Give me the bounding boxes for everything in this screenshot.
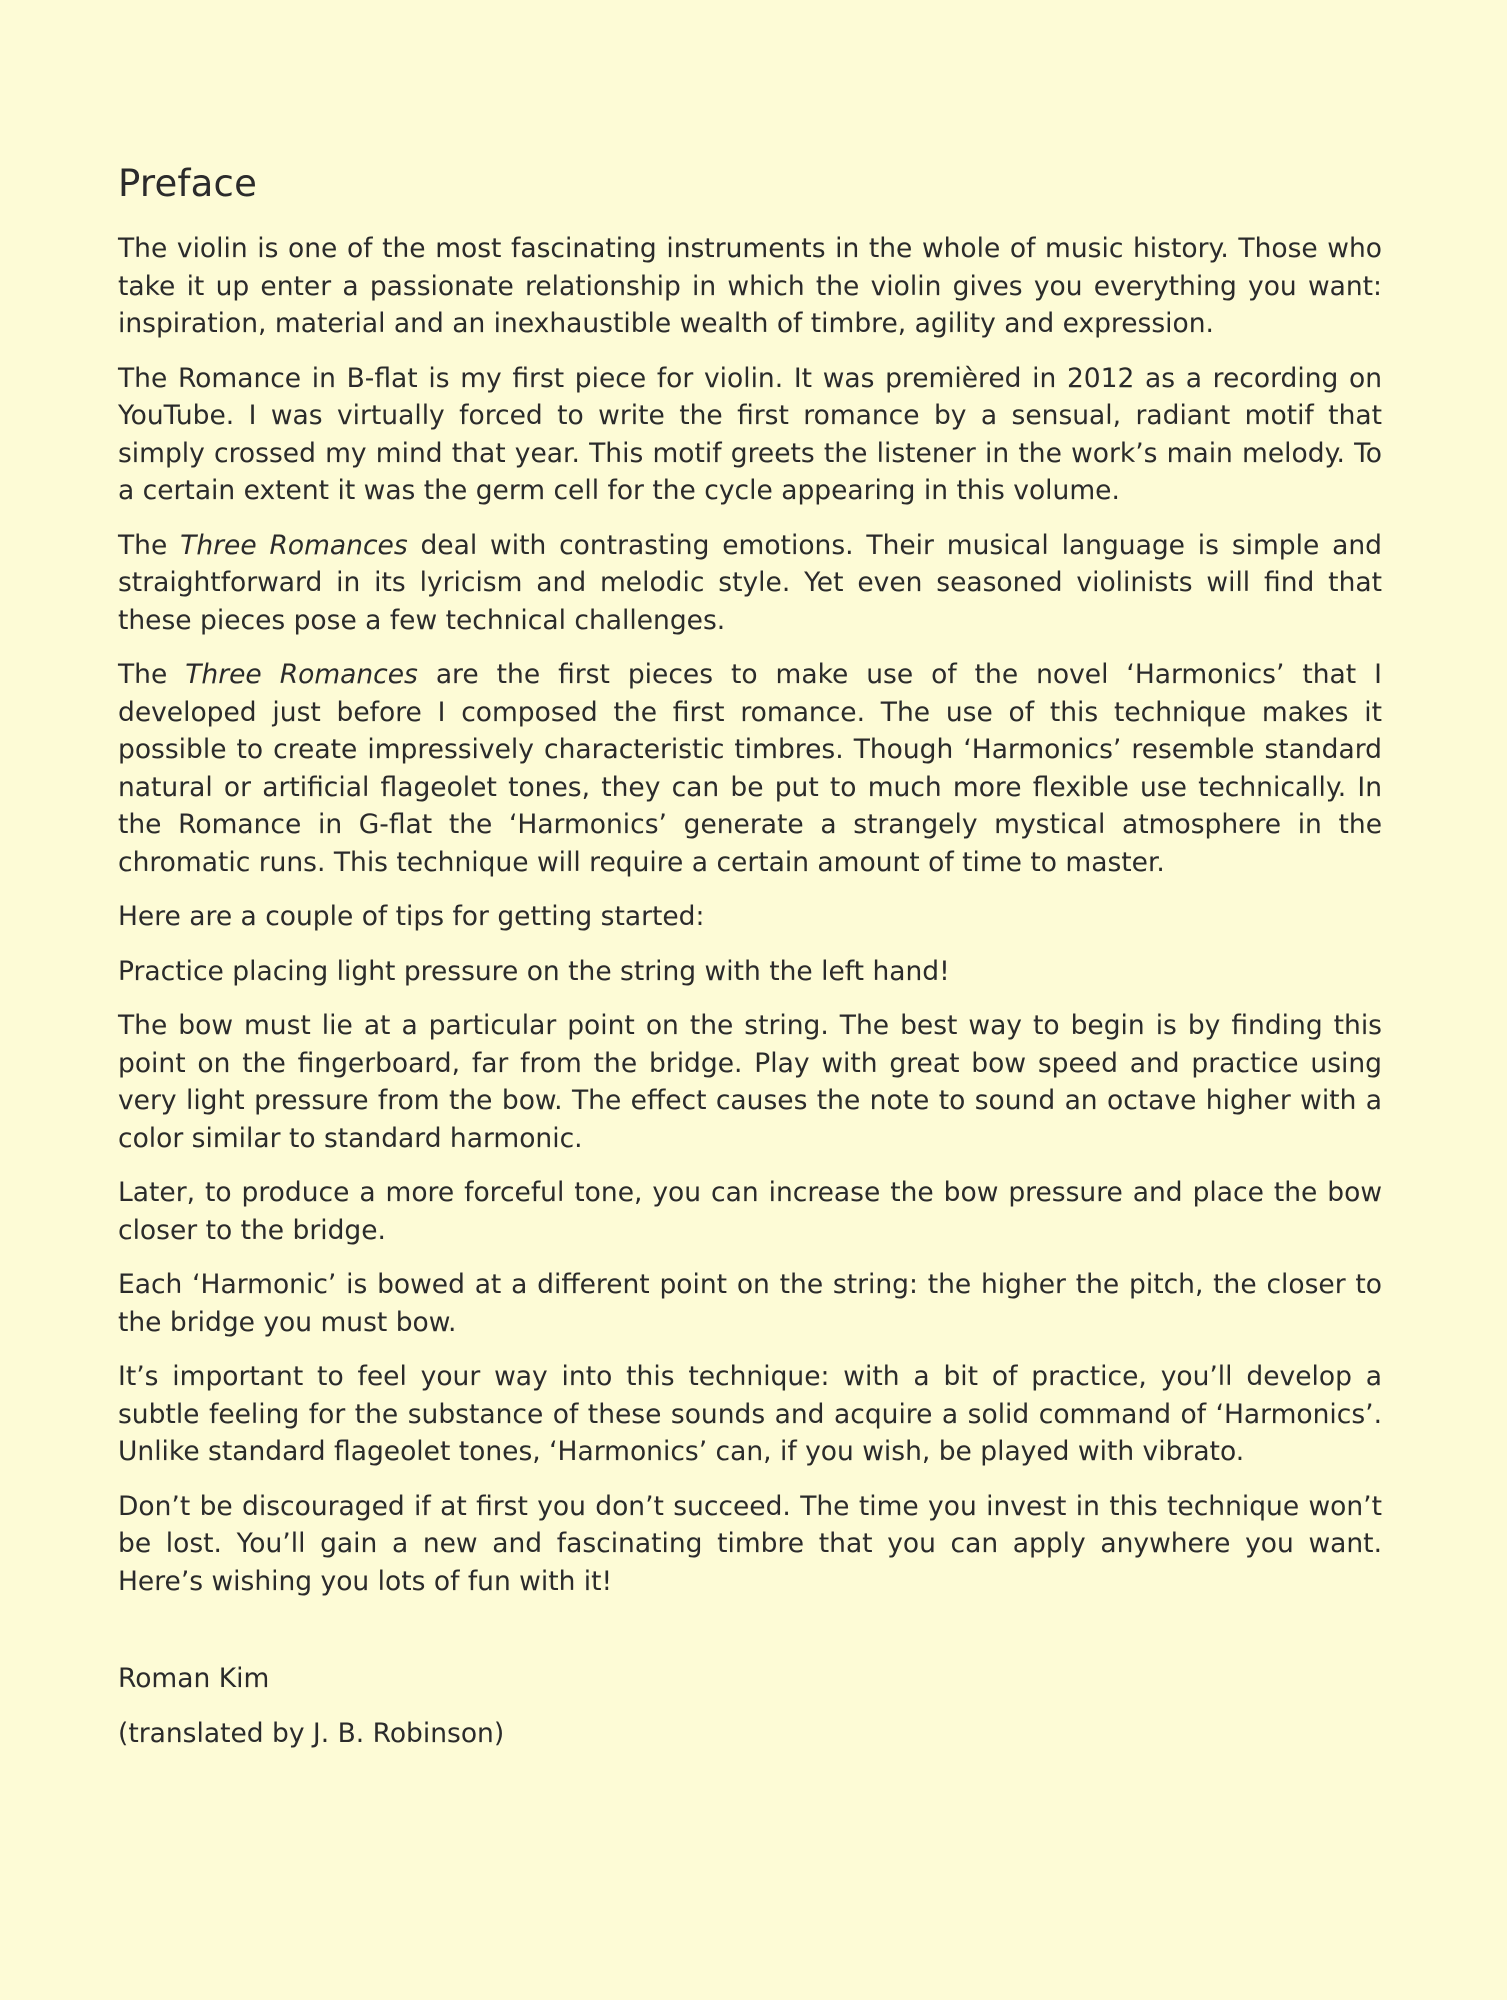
paragraph-harmonics-technique — [118, 656, 1382, 881]
author-name: Roman Kim — [118, 1663, 270, 1694]
paragraph-tip-left-hand: Practice placing light pressure on the string with the left hand! — [118, 955, 950, 987]
paragraph-romance-b-flat: The Romance in B-flat is my first piece for violin. It was premièred in 2012 as a recording on YouTube. I was virtually forced to write the first romance by a sensual, radiant motif that simply crossed my mind that year. This motif greets the listener in the work’s main melody. To a certain extent it was the germ cell for the cycle appearing in this volume. — [118, 362, 1382, 506]
signature-block — [118, 1660, 1382, 1752]
text-fragment: deal with contrasting emotions. Their musical language is simple and straightforward in its lyricism and melodic style. Yet even seasoned violinists will find that these pieces pose a few technical challenges. — [118, 529, 1382, 636]
document-page — [118, 160, 1382, 1769]
paragraph-intro: The violin is one of the most fascinating instruments in the whole of music history. Those who take it up enter a passionate relationship in which the violin gives you everything you want: inspiration, material and an inexhaustible wealth of timbre, agility and expression. — [118, 233, 1382, 339]
page-title: Preface — [118, 162, 258, 205]
paragraph-tip-bow-position: The bow must lie at a particular point on the string. The best way to begin is by finding this point on the fingerboard, far from the bridge. Play with great bow speed and practice using very light pressure from the bow. The effect causes the note to sound an octave higher with a color similar to standard harmonic. — [118, 1010, 1382, 1154]
work-title-italic: Three Romances — [180, 529, 408, 561]
translator-credit: (translated by J. B. Robinson) — [118, 1717, 505, 1749]
work-title-italic: Three Romances — [185, 659, 418, 690]
text-fragment: The — [118, 529, 181, 561]
paragraph-tip-forceful-tone: Later, to produce a more forceful tone, you can increase the bow pressure and place the bow closer to the bridge. — [118, 1177, 1382, 1246]
paragraph-tip-bowing-point: Each ‘Harmonic’ is bowed at a different point on the string: the higher the pitch, the closer to the bridge you must bow. — [118, 1269, 1382, 1338]
paragraph-feel-technique: It’s important to feel your way into this technique: with a bit of practice, you’ll develop a subtle feeling for the substance of these sounds and acquire a solid command of ‘Harmonics’. Unlike standard flageolet tones, ‘Harmonics’ can, if you wish, be played with vibrato. — [118, 1361, 1382, 1467]
text-fragment: are the first pieces to make use of the novel ‘Harmonics’ that I developed just before I composed the first romance. The use of this technique makes it possible to create impressively characteristic timbres. Though ‘Harmonics’ resemble standard natural or artificial flageolet tones, they can be put to much more flexible use technically. In the Romance in G-flat the ‘Harmonics’ generate a strangely mystical atmosphere in the chromatic runs. This technique will require a certain amount of time to master. — [118, 659, 1382, 878]
paragraph-tips-intro: Here are a couple of tips for getting started: — [118, 901, 705, 932]
paragraph-encouragement: Don’t be discouraged if at first you don’t succeed. The time you invest in this technique won’t be lost. You’ll gain a new and fascinating timbre that you can apply anywhere you want. Here’s wishing you lots of fun with it! — [118, 1490, 1382, 1597]
text-fragment: The — [118, 659, 186, 690]
paragraph-contrasting-emotions — [118, 527, 1382, 640]
